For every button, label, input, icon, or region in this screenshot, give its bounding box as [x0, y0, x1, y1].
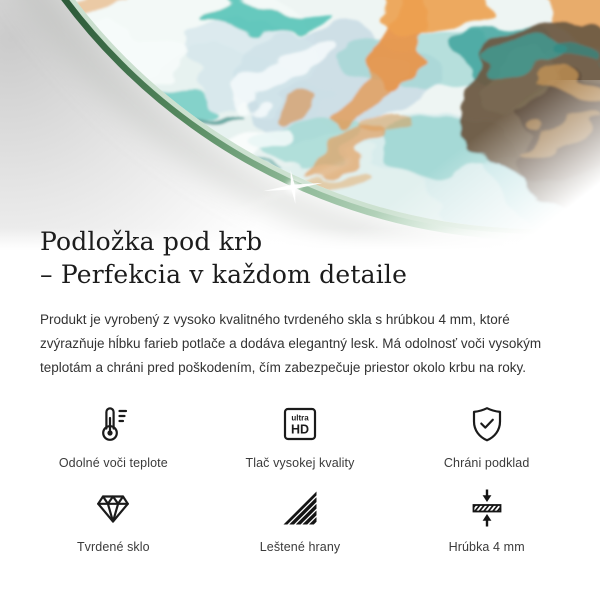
feature-label: Tlač vysokej kvality [245, 456, 355, 470]
diamond-icon [93, 488, 133, 528]
page-title-line-2: – Perfekcia v každom detaile [40, 259, 408, 289]
feature-polished-edges [260, 488, 341, 554]
feature-tempered-glass [77, 488, 150, 554]
shield-check-icon [467, 404, 507, 444]
page-title-line-1: Podložka pod krb [40, 227, 263, 256]
ultra-hd-badge-bottom: HD [290, 422, 310, 437]
polished-edges-icon [280, 488, 320, 528]
thickness-icon [467, 488, 507, 528]
ultra-hd-badge-top: ultra [291, 413, 309, 423]
feature-label: Leštené hrany [259, 540, 341, 554]
feature-heat-resistant [59, 404, 168, 470]
feature-label: Hrúbka 4 mm [448, 540, 525, 554]
feature-print-quality [246, 404, 355, 470]
feature-label: Chráni podklad [443, 456, 530, 470]
thermometer-icon [93, 404, 133, 444]
product-description: Produkt je vyrobený z vysoko kvalitného tvrdeného skla s hrúbkou 4 mm, ktoré zvýrazňuje hĺbku farieb potlače a dodáva elegantný lesk. Má odolnosť voči vysokým teplotám a chráni pred poškodením, čím zabezpečuje priestor okolo krbu na roky. [40, 312, 542, 375]
feature-label: Odolné voči teplote [58, 456, 168, 470]
feature-protects-floor [444, 404, 529, 470]
feature-label: Tvrdené sklo [76, 540, 150, 554]
page-title [40, 226, 560, 291]
ultra-hd-icon [280, 404, 320, 444]
feature-grid [20, 404, 580, 554]
feature-thickness [449, 488, 525, 554]
